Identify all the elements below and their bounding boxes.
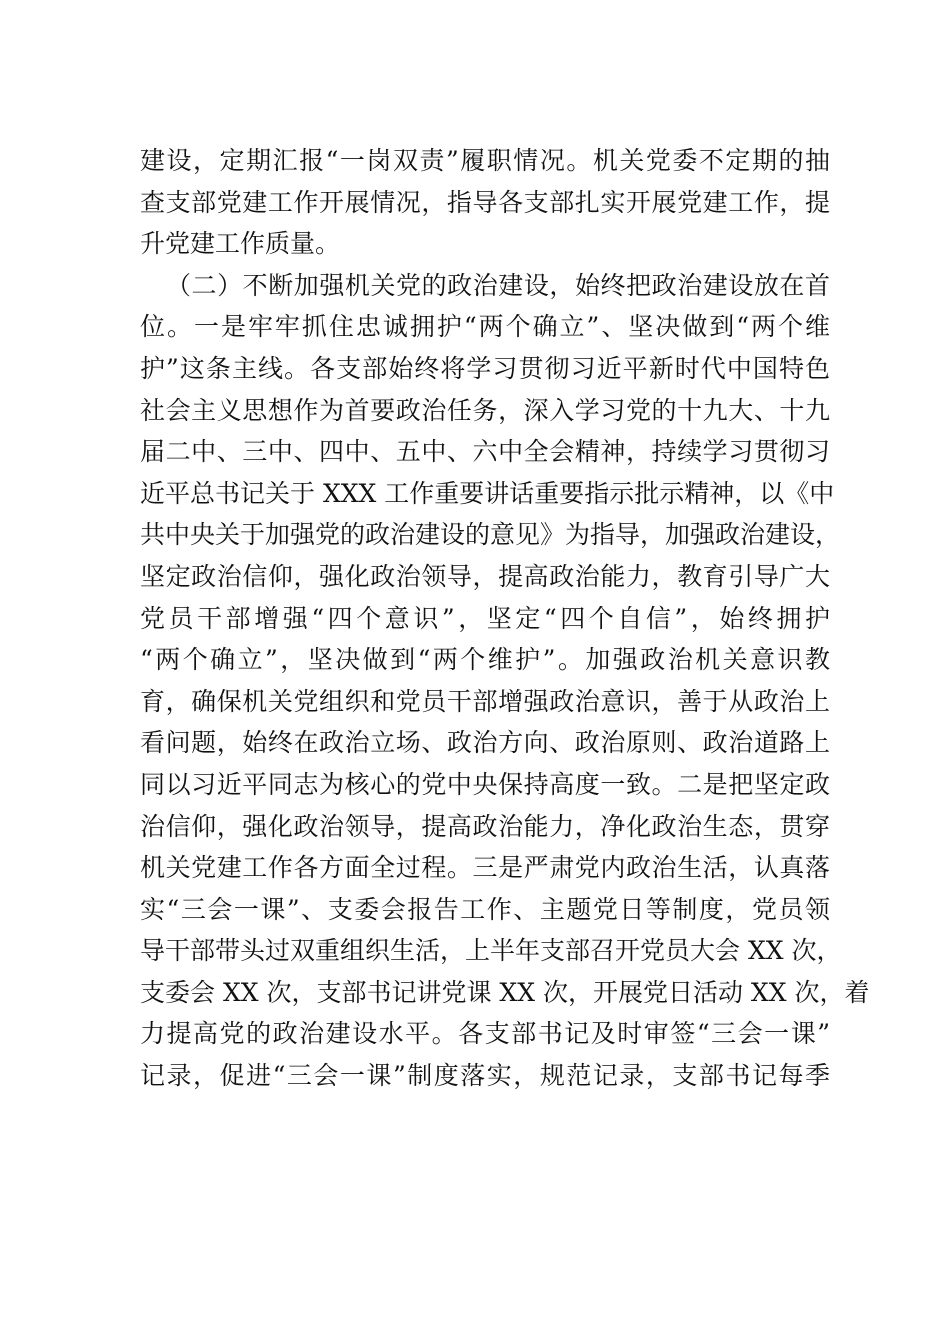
text-line: 导干部带头过双重组织生活，上半年支部召开党员大会 XX 次， — [140, 936, 842, 966]
text-line: 实“三会一课”、支委会报告工作、主题党日等制度，党员领 — [140, 894, 830, 924]
text-line: 近平总书记关于 XXX 工作重要讲话重要指示批示精神，以《中 — [140, 478, 835, 508]
text-line: 支委会 XX 次，支部书记讲党课 XX 次，开展党日活动 XX 次，着 — [140, 977, 870, 1007]
text-line: 建设，定期汇报“一岗双责”履职情况。机关党委不定期的抽 — [140, 146, 830, 175]
text-line: 护”这条主线。各支部始终将学习贯彻习近平新时代中国特色 — [140, 353, 830, 383]
text-line: “两个确立”，坚决做到“两个维护”。加强政治机关意识教 — [140, 645, 830, 675]
text-line: 育，确保机关党组织和党员干部增强政治意识，善于从政治上 — [140, 686, 830, 716]
text-line: 升党建工作质量。 — [140, 229, 341, 259]
text-line: 治信仰，强化政治领导，提高政治能力，净化政治生态，贯穿 — [140, 811, 830, 841]
text-line: 届二中、三中、四中、五中、六中全会精神，持续学习贯彻习 — [140, 437, 830, 467]
text-line: 党员干部增强“四个意识”，坚定“四个自信”，始终拥护 — [140, 603, 830, 633]
body-text — [140, 140, 870, 1097]
text-line: 社会主义思想作为首要政治任务，深入学习党的十九大、十九 — [140, 395, 830, 425]
text-line: 共中央关于加强党的政治建设的意见》为指导，加强政治建设， — [140, 520, 841, 550]
text-line: 记录，促进“三会一课”制度落实，规范记录，支部书记每季 — [140, 1061, 830, 1091]
text-line: 查支部党建工作开展情况，指导各支部扎实开展党建工作，提 — [140, 187, 830, 217]
text-line: 机关党建工作各方面全过程。三是严肃党内政治生活，认真落 — [140, 853, 830, 883]
section-heading-line: （二）不断加强机关党的政治建设，始终把政治建设放在首 — [166, 270, 830, 300]
text-line: 位。一是牢牢抓住忠诚拥护“两个确立”、坚决做到“两个维 — [140, 312, 830, 342]
text-line: 力提高党的政治建设水平。各支部书记及时审签“三会一课” — [140, 1019, 830, 1049]
text-line: 坚定政治信仰，强化政治领导，提高政治能力，教育引导广大 — [140, 561, 830, 591]
text-line: 同以习近平同志为核心的党中央保持高度一致。二是把坚定政 — [140, 769, 830, 799]
text-line: 看问题，始终在政治立场、政治方向、政治原则、政治道路上 — [140, 728, 830, 758]
